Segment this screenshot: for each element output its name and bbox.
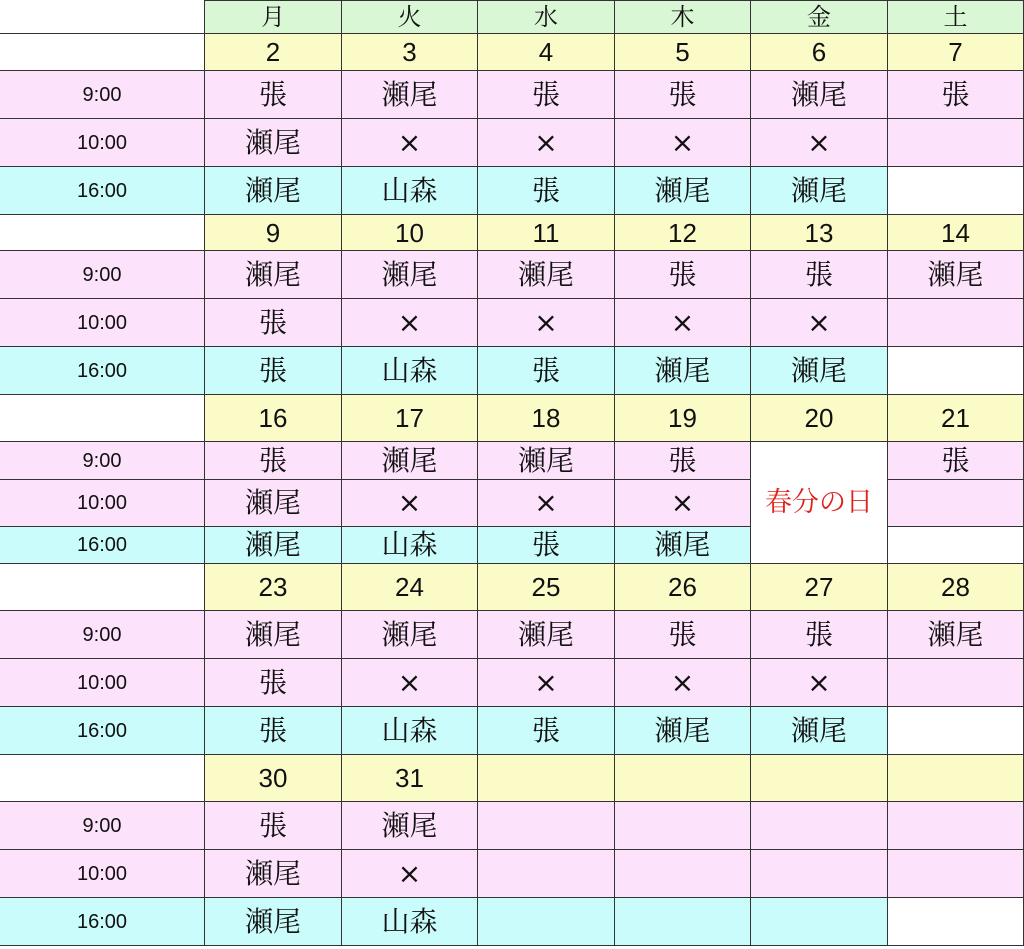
time-label: 16:00 xyxy=(0,707,205,755)
time-label: 10:00 xyxy=(0,299,205,347)
shift-cell: 瀬尾 xyxy=(751,707,888,755)
shift-cell: 張 xyxy=(205,71,342,119)
date-cell: 19 xyxy=(615,395,751,442)
shift-cell: 張 xyxy=(205,347,342,395)
shift-cell: 張 xyxy=(478,71,615,119)
date-cell: 13 xyxy=(751,215,888,251)
date-row-spacer xyxy=(0,755,205,802)
date-row-spacer xyxy=(0,395,205,442)
shift-cell: 張 xyxy=(205,442,342,480)
shift-cell: × xyxy=(615,299,751,347)
shift-cell xyxy=(888,527,1024,564)
shift-cell: 瀬尾 xyxy=(615,527,751,564)
shift-cell xyxy=(888,850,1024,898)
shift-cell: 張 xyxy=(888,442,1024,480)
shift-cell xyxy=(888,119,1024,167)
date-cell: 24 xyxy=(342,564,478,611)
date-row-spacer xyxy=(0,215,205,251)
date-cell: 30 xyxy=(205,755,342,802)
shift-cell: × xyxy=(615,119,751,167)
shift-cell xyxy=(888,707,1024,755)
shift-cell: 山森 xyxy=(342,527,478,564)
shift-cell: 張 xyxy=(478,347,615,395)
shift-cell: × xyxy=(751,299,888,347)
shift-cell: 張 xyxy=(478,527,615,564)
shift-cell: 瀬尾 xyxy=(751,71,888,119)
shift-cell xyxy=(751,802,888,850)
time-label: 16:00 xyxy=(0,167,205,215)
shift-cell: 瀬尾 xyxy=(478,611,615,659)
shift-cell: 瀬尾 xyxy=(205,119,342,167)
shift-cell: 山森 xyxy=(342,167,478,215)
date-row-spacer xyxy=(0,564,205,611)
shift-cell: 瀬尾 xyxy=(478,442,615,480)
time-label: 9:00 xyxy=(0,442,205,480)
shift-cell xyxy=(615,850,751,898)
time-label: 10:00 xyxy=(0,119,205,167)
shift-cell: 山森 xyxy=(342,898,478,946)
date-cell: 12 xyxy=(615,215,751,251)
time-label: 9:00 xyxy=(0,251,205,299)
shift-cell: 瀬尾 xyxy=(205,480,342,527)
time-label: 9:00 xyxy=(0,71,205,119)
shift-cell: × xyxy=(478,119,615,167)
shift-cell: 張 xyxy=(615,611,751,659)
shift-cell: 瀬尾 xyxy=(205,167,342,215)
date-cell: 31 xyxy=(342,755,478,802)
date-cell: 2 xyxy=(205,34,342,71)
shift-cell: 張 xyxy=(751,251,888,299)
time-label: 16:00 xyxy=(0,527,205,564)
date-cell: 6 xyxy=(751,34,888,71)
shift-cell: 張 xyxy=(615,442,751,480)
shift-cell: 張 xyxy=(205,659,342,707)
shift-cell: 山森 xyxy=(342,347,478,395)
shift-cell: 瀬尾 xyxy=(478,251,615,299)
shift-cell: 瀬尾 xyxy=(205,898,342,946)
date-row-spacer xyxy=(0,34,205,71)
shift-cell xyxy=(751,898,888,946)
shift-cell: 張 xyxy=(205,802,342,850)
time-label: 10:00 xyxy=(0,480,205,527)
time-label: 10:00 xyxy=(0,850,205,898)
date-cell: 28 xyxy=(888,564,1024,611)
shift-cell xyxy=(888,802,1024,850)
shift-cell: 瀬尾 xyxy=(205,611,342,659)
shift-cell: 張 xyxy=(888,71,1024,119)
time-label: 16:00 xyxy=(0,347,205,395)
date-cell: 20 xyxy=(751,395,888,442)
time-label: 10:00 xyxy=(0,659,205,707)
shift-cell: 張 xyxy=(751,611,888,659)
shift-cell: × xyxy=(478,659,615,707)
date-cell: 18 xyxy=(478,395,615,442)
shift-cell: 瀬尾 xyxy=(615,707,751,755)
shift-cell xyxy=(615,898,751,946)
date-cell: 10 xyxy=(342,215,478,251)
shift-cell: 瀬尾 xyxy=(342,251,478,299)
date-cell: 9 xyxy=(205,215,342,251)
shift-cell xyxy=(478,802,615,850)
holiday-cell: 春分の日 xyxy=(751,442,888,564)
shift-cell: 瀬尾 xyxy=(615,167,751,215)
weekday-header: 土 xyxy=(888,0,1024,34)
shift-cell: 張 xyxy=(205,707,342,755)
shift-cell xyxy=(888,659,1024,707)
shift-cell: 張 xyxy=(478,167,615,215)
shift-cell: 山森 xyxy=(342,707,478,755)
shift-cell: 瀬尾 xyxy=(205,251,342,299)
shift-cell: 張 xyxy=(615,71,751,119)
shift-cell: × xyxy=(342,850,478,898)
shift-cell: 瀬尾 xyxy=(615,347,751,395)
shift-cell: 瀬尾 xyxy=(888,611,1024,659)
shift-cell: × xyxy=(342,659,478,707)
shift-cell: 瀬尾 xyxy=(342,802,478,850)
shift-cell: × xyxy=(342,299,478,347)
date-cell: 5 xyxy=(615,34,751,71)
weekday-header: 火 xyxy=(342,0,478,34)
date-cell xyxy=(478,755,615,802)
shift-cell: 瀬尾 xyxy=(751,167,888,215)
shift-cell: 瀬尾 xyxy=(751,347,888,395)
time-label: 9:00 xyxy=(0,802,205,850)
date-cell: 21 xyxy=(888,395,1024,442)
date-cell: 25 xyxy=(478,564,615,611)
time-label: 9:00 xyxy=(0,611,205,659)
shift-cell xyxy=(478,850,615,898)
corner-cell xyxy=(0,0,205,34)
shift-cell: 張 xyxy=(615,251,751,299)
date-cell: 7 xyxy=(888,34,1024,71)
shift-cell: 瀬尾 xyxy=(342,71,478,119)
shift-cell: × xyxy=(478,299,615,347)
shift-cell xyxy=(888,898,1024,946)
shift-cell: 瀬尾 xyxy=(342,611,478,659)
shift-cell: 張 xyxy=(478,707,615,755)
shift-cell: × xyxy=(615,480,751,527)
shift-cell xyxy=(751,850,888,898)
shift-cell xyxy=(615,802,751,850)
shift-cell: × xyxy=(751,659,888,707)
weekday-header: 水 xyxy=(478,0,615,34)
time-label: 16:00 xyxy=(0,898,205,946)
shift-cell xyxy=(888,167,1024,215)
weekday-header: 金 xyxy=(751,0,888,34)
shift-cell: × xyxy=(342,119,478,167)
date-cell: 27 xyxy=(751,564,888,611)
date-cell xyxy=(888,755,1024,802)
date-cell: 3 xyxy=(342,34,478,71)
date-cell: 4 xyxy=(478,34,615,71)
shift-cell xyxy=(888,299,1024,347)
date-cell xyxy=(615,755,751,802)
shift-cell: × xyxy=(751,119,888,167)
shift-cell: × xyxy=(615,659,751,707)
date-cell: 14 xyxy=(888,215,1024,251)
shift-cell: 瀬尾 xyxy=(342,442,478,480)
shift-cell: 瀬尾 xyxy=(205,527,342,564)
date-cell xyxy=(751,755,888,802)
weekday-header: 月 xyxy=(205,0,342,34)
shift-cell: 瀬尾 xyxy=(205,850,342,898)
shift-cell: × xyxy=(342,480,478,527)
weekday-header: 木 xyxy=(615,0,751,34)
date-cell: 17 xyxy=(342,395,478,442)
shift-cell xyxy=(888,347,1024,395)
date-cell: 26 xyxy=(615,564,751,611)
date-cell: 16 xyxy=(205,395,342,442)
shift-cell: 張 xyxy=(205,299,342,347)
shift-cell xyxy=(888,480,1024,527)
shift-cell: × xyxy=(478,480,615,527)
date-cell: 11 xyxy=(478,215,615,251)
shift-cell: 瀬尾 xyxy=(888,251,1024,299)
shift-cell xyxy=(478,898,615,946)
date-cell: 23 xyxy=(205,564,342,611)
